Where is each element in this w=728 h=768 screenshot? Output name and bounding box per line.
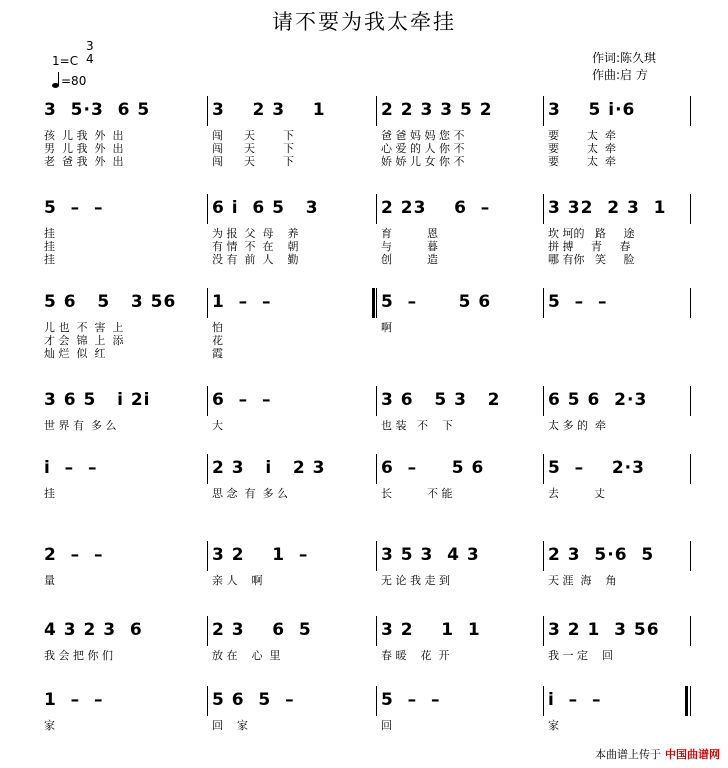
lyric-line: 我 会 把 你 们: [44, 649, 113, 662]
measure-notes: 6 – –: [212, 390, 272, 410]
barline: [543, 686, 544, 716]
lyric-line: 家: [44, 719, 55, 732]
barline: [690, 686, 691, 716]
credits: [592, 50, 656, 84]
lyric-line: 男 儿 我 外 出: [44, 142, 124, 155]
lyric-line: 儿 也 不 害 上: [44, 321, 124, 334]
lyric-line: 闯 天 下: [212, 142, 294, 155]
barline: [543, 194, 544, 224]
lyricist-credit: 作词:陈久琪: [592, 51, 657, 65]
score-row: [0, 458, 728, 528]
lyric-line: 才 会 锦 上 添: [44, 334, 124, 347]
lyric-line: 娇 娇 儿 女 你 不: [381, 155, 465, 168]
measure-notes: 4 3 2 3 6: [44, 620, 143, 640]
song-title: 请不要为我太牵挂: [272, 10, 456, 34]
barline: [690, 288, 691, 318]
lyric-line: 也 装 不 下: [381, 419, 453, 432]
score-row: [0, 198, 728, 268]
barline: [207, 288, 208, 318]
barline: [376, 541, 377, 571]
barline: [543, 616, 544, 646]
barline: [207, 454, 208, 484]
lyric-line: 爸 爸 妈 妈 您 不: [381, 129, 465, 142]
lyric-line: 闯 天 下: [212, 155, 294, 168]
measure-notes: 5 6 5 3 56: [44, 292, 177, 312]
tempo-marking: [52, 74, 86, 88]
barline: [376, 686, 377, 716]
measure-notes: i – –: [548, 690, 602, 710]
barline: [543, 96, 544, 126]
lyric-line: 花: [212, 334, 223, 347]
lyric-line: 大: [212, 419, 223, 432]
final-barline: [685, 686, 688, 716]
lyric-line: 无 论 我 走 到: [381, 574, 450, 587]
barline: [543, 288, 544, 318]
lyric-line: 育 恩: [381, 227, 438, 240]
lyric-line: 坎 坷的 路 途: [548, 227, 635, 240]
footer-text: 本曲谱上传于: [595, 748, 661, 761]
score-row: [0, 390, 728, 460]
measure-notes: 5 – –: [381, 690, 441, 710]
lyric-line: 要 太 牵: [548, 129, 616, 142]
measure-notes: 2 3 5·6 5: [548, 545, 655, 565]
time-signature-top: 3: [86, 39, 94, 53]
lyric-line: 心 爱 的 人 你 不: [381, 142, 465, 155]
barline: [543, 454, 544, 484]
barline: [690, 386, 691, 416]
barline: [690, 194, 691, 224]
lyric-line: 没 有 前 人 勤: [212, 253, 299, 266]
measure-notes: 5 – –: [548, 292, 608, 312]
site-logo: 中国曲谱网: [665, 748, 720, 761]
lyric-line: 啊: [381, 321, 392, 334]
measure-notes: 3 6 5 i 2i: [44, 390, 151, 410]
lyric-line: 量: [44, 574, 55, 587]
barline: [376, 454, 377, 484]
barline: [376, 194, 377, 224]
barline: [207, 194, 208, 224]
measure-notes: 2 3 6 5: [212, 620, 312, 640]
measure-notes: 2 – –: [44, 545, 104, 565]
lyric-line: 要 太 牵: [548, 142, 616, 155]
lyric-line: 要 太 牵: [548, 155, 616, 168]
lyric-line: 去 丈: [548, 487, 605, 500]
score-row: [0, 292, 728, 362]
score-row: [0, 100, 728, 170]
lyric-line: 回 家: [212, 719, 248, 732]
lyric-line: 挂: [44, 240, 55, 253]
score-row: [0, 545, 728, 615]
quarter-note-icon: [52, 83, 59, 88]
lyric-line: 春 暖 花 开: [381, 649, 450, 662]
measure-notes: 6 – 5 6: [381, 458, 485, 478]
barline: [376, 96, 377, 126]
lyric-line: 回: [381, 719, 392, 732]
lyric-line: 长 不 能: [381, 487, 453, 500]
measure-notes: 5 – 2·3: [548, 458, 645, 478]
measure-notes: 5 – –: [44, 198, 104, 218]
measure-notes: 2 2 3 3 5 2: [381, 100, 493, 120]
barline: [690, 454, 691, 484]
measure-notes: 1 – –: [212, 292, 272, 312]
lyric-line: 挂: [44, 253, 55, 266]
key-signature: 1=C: [52, 54, 79, 68]
barline: [207, 96, 208, 126]
lyric-line: 为 报 父 母 养: [212, 227, 299, 240]
measure-notes: i – –: [44, 458, 98, 478]
lyric-line: 灿 烂 似 红: [44, 347, 106, 360]
measure-notes: 3 2 1 1: [381, 620, 481, 640]
lyric-line: 天 涯 海 角: [548, 574, 617, 587]
lyric-line: 老 爸 我 外 出: [44, 155, 124, 168]
repeat-barline: [372, 288, 375, 318]
lyric-line: 拼 搏 青 春: [548, 240, 631, 253]
lyric-line: 世 界 有 多 么: [44, 419, 117, 432]
lyric-line: 创 造: [381, 253, 438, 266]
measure-notes: 3 32 2 3 1: [548, 198, 667, 218]
tempo-value: =80: [61, 74, 87, 88]
lyric-line: 孩 儿 我 外 出: [44, 129, 124, 142]
lyric-line: 亲 人 啊: [212, 574, 263, 587]
lyric-line: 思 念 有 多 么: [212, 487, 288, 500]
measure-notes: 3 5·3 6 5: [44, 100, 151, 120]
footer: [595, 746, 720, 762]
lyric-line: 放 在 心 里: [212, 649, 281, 662]
measure-notes: 3 2 3 1: [212, 100, 326, 120]
lyric-line: 闯 天 下: [212, 129, 294, 142]
lyric-line: 与 暮: [381, 240, 438, 253]
measure-notes: 6 i 6 5 3: [212, 198, 319, 218]
lyric-line: 哪 有你 笑 脸: [548, 253, 635, 266]
barline: [543, 541, 544, 571]
barline: [690, 96, 691, 126]
measure-notes: 6 5 6 2·3: [548, 390, 648, 410]
time-signature-bottom: 4: [86, 52, 94, 66]
lyric-line: 霞: [212, 347, 223, 360]
score-row: [0, 620, 728, 690]
barline: [690, 541, 691, 571]
barline: [376, 288, 377, 318]
measure-notes: 2 3 i 2 3: [212, 458, 326, 478]
lyric-line: 我 一 定 回: [548, 649, 613, 662]
measure-notes: 3 6 5 3 2: [381, 390, 501, 410]
lyric-line: 家: [548, 719, 559, 732]
measure-notes: 3 2 1 3 56: [548, 620, 660, 640]
time-signature: [86, 40, 94, 66]
composer-credit: 作曲:启 方: [592, 68, 648, 82]
measure-notes: 1 – –: [44, 690, 104, 710]
lyric-line: 挂: [44, 487, 55, 500]
measure-notes: 3 5 3 4 3: [381, 545, 480, 565]
barline: [207, 686, 208, 716]
barline: [376, 616, 377, 646]
barline: [690, 616, 691, 646]
measure-notes: 3 2 1 –: [212, 545, 309, 565]
lyric-line: 怕: [212, 321, 223, 334]
barline: [207, 541, 208, 571]
barline: [207, 616, 208, 646]
lyric-line: 有 情 不 在 朝: [212, 240, 299, 253]
barline: [207, 386, 208, 416]
measure-notes: 5 – 5 6: [381, 292, 492, 312]
barline: [376, 386, 377, 416]
measure-notes: 5 6 5 –: [212, 690, 295, 710]
measure-notes: 2 23 6 –: [381, 198, 491, 218]
measure-notes: 3 5 i·6: [548, 100, 636, 120]
lyric-line: 挂: [44, 227, 55, 240]
barline: [543, 386, 544, 416]
lyric-line: 太 多 的 牵: [548, 419, 606, 432]
